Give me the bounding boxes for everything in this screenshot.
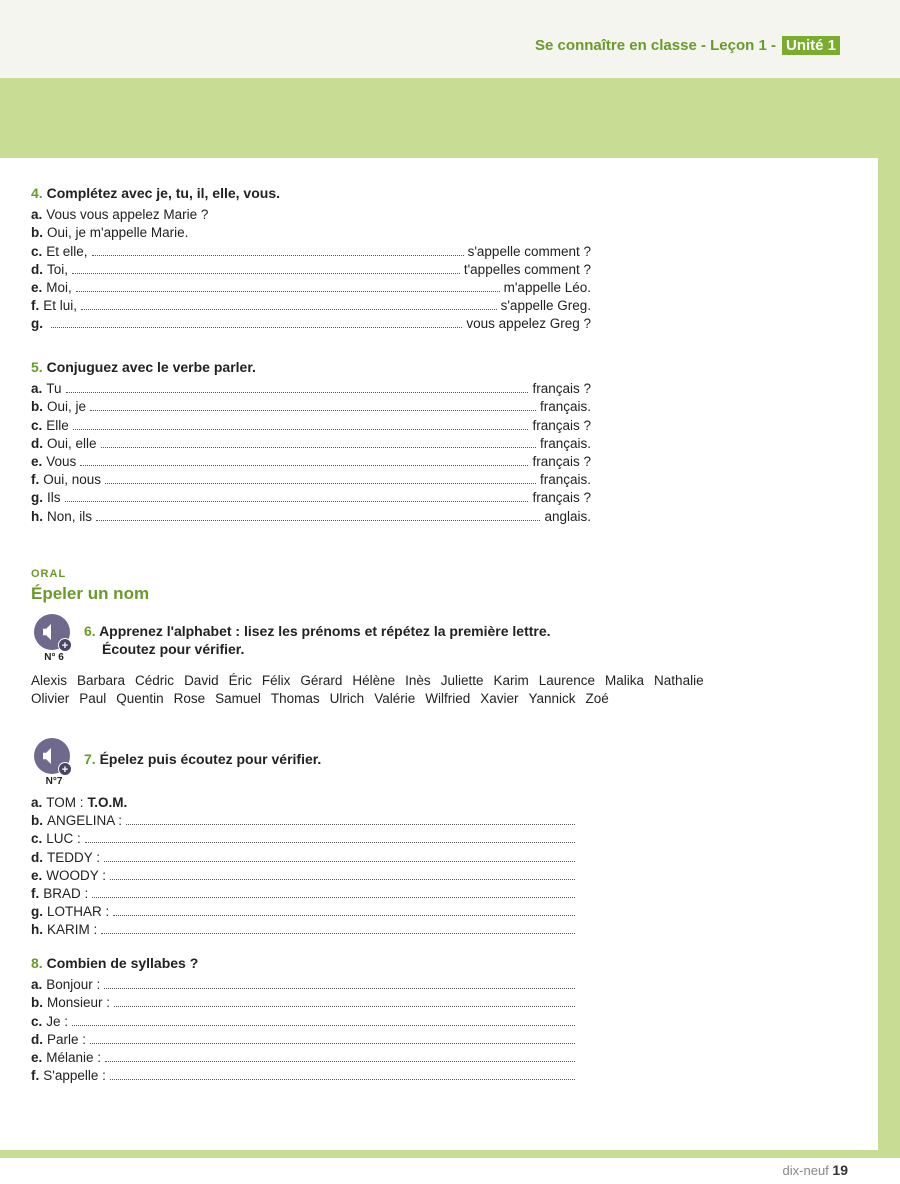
answer-blank[interactable]: [114, 995, 575, 1007]
item-text: Bonjour :: [46, 977, 101, 993]
exercise-instruction: Combien de syllabes ?: [46, 955, 199, 971]
exercise-line: [31, 380, 591, 398]
item-text: Ils: [47, 490, 61, 506]
first-name: Inès: [405, 673, 431, 688]
page-footer: [783, 1162, 848, 1178]
exercise-number: 5.: [31, 359, 43, 375]
item-letter: e.: [31, 1050, 43, 1066]
exercise-number: 4.: [31, 185, 43, 201]
exercise-6-title: [84, 622, 684, 658]
item-letter: e.: [31, 280, 43, 296]
exercise-line: [31, 1049, 579, 1067]
item-letter: c.: [31, 831, 43, 847]
item-text: LUC :: [46, 831, 81, 847]
exercise-line: [31, 508, 591, 526]
first-name: Gérard: [300, 673, 343, 688]
item-text: S'appelle :: [43, 1068, 106, 1084]
exercise-8-title: [31, 954, 579, 972]
item-letter: d.: [31, 435, 43, 451]
exercise-line: [31, 206, 591, 224]
first-name: Quentin: [116, 691, 164, 706]
exercise-line: [31, 867, 579, 885]
exercise-line: [31, 398, 591, 416]
item-text: Vous vous appelez Marie ?: [46, 207, 209, 223]
exercise-line: [31, 994, 579, 1012]
first-name: Wilfried: [425, 691, 471, 706]
exercise-line: [31, 224, 591, 242]
first-name: David: [184, 673, 219, 688]
item-text: Toi,: [47, 261, 69, 277]
first-name: Samuel: [215, 691, 261, 706]
answer-blank[interactable]: [105, 1050, 575, 1062]
item-letter: a.: [31, 795, 43, 810]
speaker-icon[interactable]: +: [34, 614, 70, 650]
answer-blank[interactable]: [126, 813, 575, 825]
exercise-line: [31, 243, 591, 261]
audio-track-number: N° 6: [44, 652, 64, 663]
item-text-end: français ?: [532, 381, 591, 397]
item-text: Tu: [46, 381, 62, 397]
item-letter: h.: [31, 508, 43, 524]
item-letter: d.: [31, 261, 43, 277]
first-name: Olivier: [31, 691, 70, 706]
example-answer: T.O.M.: [87, 795, 128, 810]
item-letter: b.: [31, 225, 43, 241]
answer-blank[interactable]: [96, 509, 540, 521]
item-text: TOM :: [46, 795, 84, 810]
item-letter: d.: [31, 849, 43, 865]
item-text-end: s'appelle Greg.: [500, 298, 591, 314]
answer-blank[interactable]: [51, 316, 462, 328]
exercise-instruction-2: Écoutez pour vérifier.: [102, 641, 245, 658]
item-text: KARIM :: [47, 922, 98, 938]
first-name: Xavier: [480, 691, 519, 706]
item-text-end: t'appelles comment ?: [463, 261, 591, 277]
exercise-line: [31, 1013, 579, 1031]
unit-badge: Unité 1: [782, 36, 840, 55]
first-name: Nathalie: [654, 673, 704, 688]
answer-blank[interactable]: [72, 262, 460, 274]
exercise-line: [31, 921, 579, 939]
exercise-line: [31, 812, 579, 830]
item-letter: b.: [31, 813, 43, 829]
answer-blank[interactable]: [101, 922, 575, 934]
item-letter: f.: [31, 886, 40, 902]
first-name: Laurence: [538, 673, 596, 688]
item-letter: g.: [31, 490, 43, 506]
audio-track-7[interactable]: [32, 738, 76, 787]
answer-blank[interactable]: [101, 436, 536, 448]
item-text-end: français.: [539, 472, 591, 488]
exercise-line: [31, 279, 591, 297]
first-name: Éric: [228, 673, 252, 688]
oral-tag: ORAL: [31, 568, 67, 580]
first-name: Juliette: [440, 673, 484, 688]
speaker-icon[interactable]: +: [34, 738, 70, 774]
exercise-line: [31, 471, 591, 489]
exercise-5: [31, 358, 591, 526]
first-name: Yannick: [528, 691, 576, 706]
item-text: Je :: [46, 1013, 69, 1029]
answer-blank[interactable]: [65, 490, 529, 502]
answer-blank[interactable]: [90, 1032, 575, 1044]
item-text-end: français ?: [532, 490, 591, 506]
answer-blank[interactable]: [81, 298, 497, 310]
item-text: Moi,: [46, 280, 72, 296]
exercise-line: [31, 453, 591, 471]
item-letter: f.: [31, 1068, 40, 1084]
item-text-end: s'appelle comment ?: [467, 243, 591, 259]
item-text: Vous: [46, 454, 77, 470]
item-text: Oui, nous: [43, 472, 102, 488]
first-name: Thomas: [270, 691, 320, 706]
item-letter: a.: [31, 207, 43, 223]
exercise-instruction: Apprenez l'alphabet : lisez les prénoms et répétez la première lettre.: [99, 623, 551, 639]
first-name: Paul: [79, 691, 107, 706]
exercise-instruction: Épelez puis écoutez pour vérifier.: [99, 751, 322, 767]
exercise-line: [31, 297, 591, 315]
exercise-line: [31, 903, 579, 921]
audio-track-number: N°7: [45, 776, 63, 787]
lesson-title: Se connaître en classe - Leçon 1 -: [535, 37, 776, 54]
answer-blank[interactable]: [105, 472, 536, 484]
item-letter: f.: [31, 298, 40, 314]
item-letter: g.: [31, 316, 43, 332]
answer-blank[interactable]: [66, 381, 529, 393]
answer-blank[interactable]: [110, 1068, 575, 1080]
item-text: BRAD :: [43, 886, 89, 902]
item-text: Oui, elle: [47, 435, 97, 451]
item-text-end: vous appelez Greg ?: [466, 316, 591, 332]
first-name: Barbara: [77, 673, 126, 688]
exercise-instruction: Conjuguez avec le verbe parler.: [46, 359, 256, 375]
first-name: Félix: [261, 673, 291, 688]
item-text: TEDDY :: [47, 849, 101, 865]
answer-blank[interactable]: [110, 868, 575, 880]
item-text: Elle: [46, 417, 69, 433]
item-letter: d.: [31, 1031, 43, 1047]
item-text: Monsieur :: [47, 995, 111, 1011]
first-name: Karim: [493, 673, 529, 688]
answer-blank[interactable]: [92, 244, 464, 256]
exercise-7-title: [84, 750, 644, 772]
answer-blank[interactable]: [73, 418, 529, 430]
exercise-line: [31, 794, 579, 812]
first-name: Alexis: [31, 673, 68, 688]
page-number: 19: [832, 1162, 848, 1178]
first-name: Zoé: [585, 691, 609, 706]
item-text: Mélanie :: [46, 1050, 102, 1066]
item-letter: a.: [31, 977, 43, 993]
exercise-number: 7.: [84, 751, 96, 767]
exercise-line: [31, 435, 591, 453]
names-row-2: [31, 690, 771, 708]
item-text: Non, ils: [47, 508, 93, 524]
item-letter: c.: [31, 1013, 43, 1029]
answer-blank[interactable]: [76, 280, 500, 292]
exercise-number: 6.: [84, 623, 96, 639]
exercise-5-title: [31, 358, 591, 376]
item-text: LOTHAR :: [47, 904, 110, 920]
exercise-line: [31, 830, 579, 848]
item-letter: a.: [31, 381, 43, 397]
answer-blank[interactable]: [113, 904, 575, 916]
exercise-line: [31, 885, 579, 903]
exercise-line: [31, 489, 591, 507]
exercise-line: [31, 1031, 579, 1049]
oral-section-title: Épeler un nom: [31, 584, 150, 603]
first-name: Rose: [173, 691, 206, 706]
audio-track-6[interactable]: [32, 614, 76, 663]
item-letter: e.: [31, 454, 43, 470]
first-name: Hélène: [352, 673, 396, 688]
exercise-line: [31, 261, 591, 279]
zigzag-edge: [872, 158, 900, 1150]
exercise-line: [31, 315, 591, 333]
page-word: dix-neuf: [782, 1163, 829, 1178]
exercise-line: [31, 1067, 579, 1085]
item-text-end: m'appelle Léo.: [503, 280, 591, 296]
exercise-line: [31, 976, 579, 994]
exercise-number: 8.: [31, 955, 43, 971]
item-text: Et elle,: [46, 243, 88, 259]
item-letter: f.: [31, 472, 40, 488]
exercise-8: [31, 954, 579, 1085]
answer-blank[interactable]: [92, 886, 575, 898]
exercise-line: [31, 849, 579, 867]
exercise-4-title: [31, 184, 591, 202]
first-name: Cédric: [135, 673, 175, 688]
item-text: Oui, je m'appelle Marie.: [47, 225, 189, 241]
item-letter: g.: [31, 904, 43, 920]
item-letter: b.: [31, 995, 43, 1011]
exercise-instruction: Complétez avec je, tu, il, elle, vous.: [46, 185, 280, 201]
item-text: ANGELINA :: [47, 813, 123, 829]
first-name: Malika: [605, 673, 645, 688]
item-text-end: anglais.: [544, 508, 591, 524]
item-letter: b.: [31, 399, 43, 415]
answer-blank[interactable]: [90, 399, 536, 411]
answer-blank[interactable]: [104, 977, 575, 989]
first-name: Valérie: [374, 691, 416, 706]
item-text: Et lui,: [43, 298, 78, 314]
exercise-line: [31, 417, 591, 435]
item-text-end: français.: [539, 399, 591, 415]
item-letter: h.: [31, 922, 43, 938]
answer-blank[interactable]: [80, 454, 528, 466]
exercise-4: [31, 184, 591, 334]
item-text: WOODY :: [46, 867, 107, 883]
item-letter: c.: [31, 243, 43, 259]
answer-blank[interactable]: [85, 831, 575, 843]
first-names-list: [31, 672, 771, 708]
item-text: Oui, je: [47, 399, 87, 415]
item-text-end: français.: [539, 435, 591, 451]
item-letter: c.: [31, 417, 43, 433]
item-letter: e.: [31, 867, 43, 883]
answer-blank[interactable]: [104, 850, 575, 862]
first-name: Ulrich: [329, 691, 365, 706]
answer-blank[interactable]: [72, 1014, 575, 1026]
exercise-7: [31, 794, 579, 940]
item-text-end: français ?: [532, 417, 591, 433]
item-text: Parle :: [47, 1031, 87, 1047]
names-row-1: [31, 672, 771, 690]
page-header: [535, 36, 840, 55]
item-text-end: français ?: [532, 454, 591, 470]
